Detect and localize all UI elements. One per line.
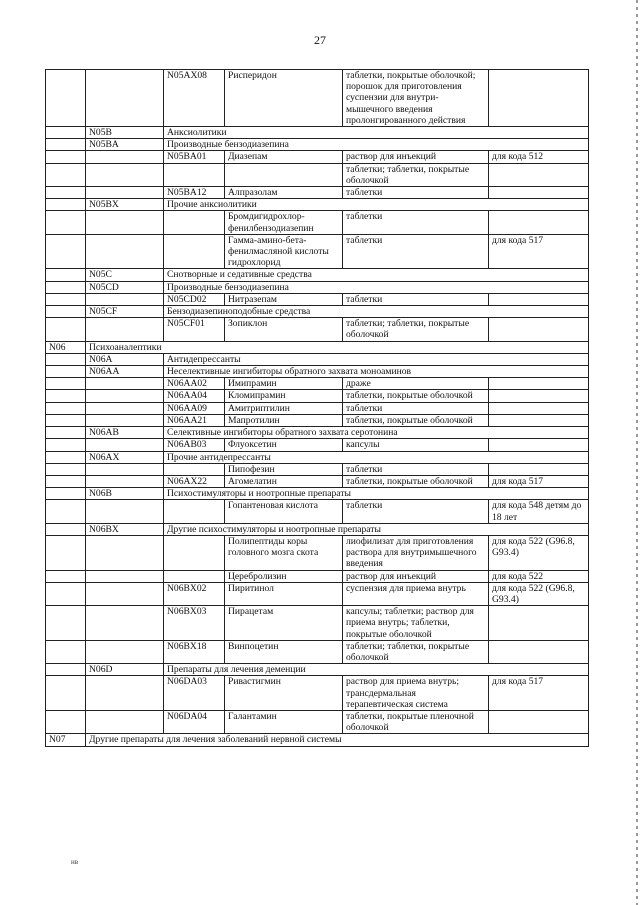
- dosage-form-cell: таблетки: [343, 211, 489, 234]
- atc-code-cell: [164, 163, 225, 186]
- table-row: [46, 676, 589, 711]
- atc-level1-cell: [46, 187, 86, 199]
- table-row: [46, 570, 589, 582]
- atc-code-cell: N06AX22: [164, 475, 225, 487]
- table-row: [46, 535, 589, 570]
- dosage-form-cell: капсулы: [343, 439, 489, 451]
- table-row: [46, 378, 589, 390]
- atc-level1-cell: [46, 570, 86, 582]
- atc-code-cell: N06AB03: [164, 439, 225, 451]
- note-cell: [489, 710, 589, 733]
- note-cell: [489, 414, 589, 426]
- atc-level1-cell: [46, 163, 86, 186]
- note-cell: для кода 522 (G96.8, G93.4): [489, 535, 589, 570]
- note-cell: [489, 211, 589, 234]
- atc-group-code-cell: [86, 582, 164, 605]
- table-row: [46, 306, 589, 318]
- drug-name-cell: Кломипрамин: [225, 390, 343, 402]
- dosage-form-cell: раствор для инъекций: [343, 151, 489, 163]
- atc-level1-cell: [46, 269, 86, 281]
- atc-group-title-cell: Анксиолитики: [164, 127, 589, 139]
- note-cell: [489, 463, 589, 475]
- dosage-form-cell: капсулы; таблетки; раствор для приема внутрь; таблетки, покрытые оболочкой: [343, 606, 489, 641]
- note-cell: для кода 517: [489, 234, 589, 269]
- atc-level1-cell: [46, 414, 86, 426]
- atc-group-code-cell: [86, 676, 164, 711]
- drug-name-cell: Агомелатин: [225, 475, 343, 487]
- table-row: [46, 606, 589, 641]
- atc-code-cell: N06AA09: [164, 402, 225, 414]
- drug-name-cell: Винпоцетин: [225, 640, 343, 663]
- dosage-form-cell: таблетки: [343, 293, 489, 305]
- drug-name-cell: Рисперидон: [225, 70, 343, 127]
- atc-group-title-cell: Производные бензодиазепина: [164, 139, 589, 151]
- note-cell: для кода 517: [489, 676, 589, 711]
- atc-code-cell: N05CD02: [164, 293, 225, 305]
- atc-code-cell: N06AA04: [164, 390, 225, 402]
- atc-level1-cell: N07: [46, 734, 86, 746]
- note-cell: [489, 187, 589, 199]
- atc-level1-cell: [46, 488, 86, 500]
- table-row: [46, 127, 589, 139]
- atc-group-code-cell: N06AX: [86, 451, 164, 463]
- note-cell: [489, 439, 589, 451]
- atc-level1-cell: [46, 234, 86, 269]
- atc-group-code-cell: N05CD: [86, 281, 164, 293]
- dosage-form-cell: таблетки, покрытые оболочкой: [343, 414, 489, 426]
- drug-name-cell: Пирацетам: [225, 606, 343, 641]
- note-cell: [489, 163, 589, 186]
- atc-group-code-cell: [86, 414, 164, 426]
- atc-code-cell: N06DA03: [164, 676, 225, 711]
- atc-level1-title-cell: Психоаналептики: [86, 341, 589, 353]
- table-row: [46, 414, 589, 426]
- dosage-form-cell: таблетки; таблетки, покрытые оболочкой: [343, 318, 489, 341]
- atc-group-code-cell: [86, 439, 164, 451]
- note-cell: [489, 606, 589, 641]
- table-row: [46, 353, 589, 365]
- drug-name-cell: Зопиклон: [225, 318, 343, 341]
- scan-edge-line: [636, 0, 638, 905]
- dosage-form-cell: таблетки; таблетки, покрытые оболочкой: [343, 640, 489, 663]
- atc-group-title-cell: Прочие антидепрессанты: [164, 451, 589, 463]
- dosage-form-cell: таблетки: [343, 402, 489, 414]
- drug-name-cell: [225, 163, 343, 186]
- atc-group-code-cell: [86, 463, 164, 475]
- atc-level1-cell: [46, 582, 86, 605]
- atc-level1-cell: [46, 676, 86, 711]
- atc-level1-cell: [46, 606, 86, 641]
- drug-table-body: [46, 70, 589, 747]
- table-row: [46, 463, 589, 475]
- atc-level1-cell: [46, 151, 86, 163]
- atc-level1-cell: [46, 640, 86, 663]
- atc-level1-cell: N06: [46, 341, 86, 353]
- drug-name-cell: Алпразолам: [225, 187, 343, 199]
- table-row: [46, 293, 589, 305]
- table-row: [46, 475, 589, 487]
- table-row: [46, 70, 589, 127]
- drug-name-cell: Нитразепам: [225, 293, 343, 305]
- dosage-form-cell: таблетки, покрытые оболочкой: [343, 390, 489, 402]
- atc-group-code-cell: N05BA: [86, 139, 164, 151]
- drug-name-cell: Бромдигидрохлор- фенилбензодиазепин: [225, 211, 343, 234]
- table-row: [46, 500, 589, 523]
- atc-group-title-cell: Препараты для лечения деменции: [164, 664, 589, 676]
- atc-group-code-cell: N05CF: [86, 306, 164, 318]
- table-row: [46, 710, 589, 733]
- table-row: [46, 664, 589, 676]
- dosage-form-cell: лиофилизат для приготовления раствора для внутримышечного введения: [343, 535, 489, 570]
- atc-level1-cell: [46, 402, 86, 414]
- atc-level1-cell: [46, 139, 86, 151]
- atc-group-title-cell: Бензодиазепиноподобные средства: [164, 306, 589, 318]
- table-row: [46, 151, 589, 163]
- drug-name-cell: Пипофезин: [225, 463, 343, 475]
- dosage-form-cell: таблетки, покрытые оболочкой: [343, 475, 489, 487]
- note-cell: [489, 293, 589, 305]
- dosage-form-cell: таблетки: [343, 463, 489, 475]
- table-row: [46, 366, 589, 378]
- dosage-form-cell: таблетки: [343, 500, 489, 523]
- table-row: [46, 488, 589, 500]
- atc-code-cell: [164, 211, 225, 234]
- table-row: [46, 211, 589, 234]
- table-row: [46, 390, 589, 402]
- note-cell: [489, 70, 589, 127]
- table-row: [46, 451, 589, 463]
- atc-group-code-cell: [86, 163, 164, 186]
- dosage-form-cell: суспензия для приема внутрь: [343, 582, 489, 605]
- drug-name-cell: Галантамин: [225, 710, 343, 733]
- drug-name-cell: Пиритинол: [225, 582, 343, 605]
- atc-code-cell: N05CF01: [164, 318, 225, 341]
- page-number: 27: [314, 33, 326, 47]
- note-cell: для кода 512: [489, 151, 589, 163]
- atc-level1-cell: [46, 475, 86, 487]
- atc-level1-cell: [46, 281, 86, 293]
- atc-level1-cell: [46, 500, 86, 523]
- table-row: [46, 582, 589, 605]
- atc-level1-cell: [46, 70, 86, 127]
- atc-level1-cell: [46, 390, 86, 402]
- note-cell: [489, 640, 589, 663]
- dosage-form-cell: таблетки, покрытые пленочной оболочкой: [343, 710, 489, 733]
- atc-level1-title-cell: Другие препараты для лечения заболеваний нервной системы: [86, 734, 589, 746]
- atc-code-cell: N05AX08: [164, 70, 225, 127]
- atc-group-title-cell: Прочие анксиолитики: [164, 199, 589, 211]
- atc-code-cell: N05BA12: [164, 187, 225, 199]
- dosage-form-cell: таблетки: [343, 234, 489, 269]
- atc-level1-cell: [46, 378, 86, 390]
- drug-name-cell: Церебролизин: [225, 570, 343, 582]
- note-cell: для кода 517: [489, 475, 589, 487]
- atc-group-code-cell: [86, 378, 164, 390]
- atc-group-title-cell: Другие психостимуляторы и ноотропные препараты: [164, 523, 589, 535]
- table-row: [46, 523, 589, 535]
- dosage-form-cell: драже: [343, 378, 489, 390]
- atc-code-cell: N06AA02: [164, 378, 225, 390]
- atc-group-code-cell: N06A: [86, 353, 164, 365]
- atc-group-title-cell: Селективные ингибиторы обратного захвата серотонина: [164, 427, 589, 439]
- note-cell: [489, 402, 589, 414]
- table-row: [46, 427, 589, 439]
- drug-name-cell: Амитриптилин: [225, 402, 343, 414]
- atc-code-cell: [164, 570, 225, 582]
- drug-table: [45, 69, 589, 747]
- table-row: [46, 269, 589, 281]
- drug-name-cell: Ривастигмин: [225, 676, 343, 711]
- atc-group-code-cell: [86, 211, 164, 234]
- atc-group-code-cell: [86, 293, 164, 305]
- atc-level1-cell: [46, 366, 86, 378]
- atc-group-code-cell: [86, 475, 164, 487]
- note-cell: [489, 378, 589, 390]
- atc-group-code-cell: [86, 710, 164, 733]
- atc-level1-cell: [46, 199, 86, 211]
- atc-level1-cell: [46, 463, 86, 475]
- table-row: [46, 199, 589, 211]
- atc-group-code-cell: [86, 70, 164, 127]
- atc-level1-cell: [46, 535, 86, 570]
- atc-group-code-cell: [86, 535, 164, 570]
- table-row: [46, 163, 589, 186]
- atc-code-cell: N06BX02: [164, 582, 225, 605]
- atc-group-code-cell: [86, 570, 164, 582]
- table-row: [46, 439, 589, 451]
- table-row: [46, 318, 589, 341]
- atc-code-cell: N06BX18: [164, 640, 225, 663]
- atc-group-code-cell: [86, 390, 164, 402]
- atc-group-code-cell: [86, 187, 164, 199]
- atc-code-cell: [164, 535, 225, 570]
- atc-level1-cell: [46, 211, 86, 234]
- note-cell: для кода 522 (G96.8, G93.4): [489, 582, 589, 605]
- table-row: [46, 139, 589, 151]
- dosage-form-cell: раствор для приема внутрь; трансдермальная терапевтическая система: [343, 676, 489, 711]
- atc-code-cell: N06BX03: [164, 606, 225, 641]
- note-cell: [489, 318, 589, 341]
- note-cell: [489, 390, 589, 402]
- atc-group-code-cell: N06AA: [86, 366, 164, 378]
- atc-level1-cell: [46, 523, 86, 535]
- drug-name-cell: Гамма-амино-бета- фенилмасляной кислоты гидрохлорид: [225, 234, 343, 269]
- atc-code-cell: [164, 463, 225, 475]
- drug-name-cell: Флуоксетин: [225, 439, 343, 451]
- atc-group-code-cell: [86, 318, 164, 341]
- dosage-form-cell: таблетки; таблетки, покрытые оболочкой: [343, 163, 489, 186]
- atc-group-code-cell: N05B: [86, 127, 164, 139]
- atc-group-code-cell: N06BX: [86, 523, 164, 535]
- note-cell: для кода 548 детям до 18 лет: [489, 500, 589, 523]
- atc-level1-cell: [46, 306, 86, 318]
- dosage-form-cell: раствор для инъекций: [343, 570, 489, 582]
- note-cell: для кода 522: [489, 570, 589, 582]
- atc-level1-cell: [46, 293, 86, 305]
- dosage-form-cell: таблетки: [343, 187, 489, 199]
- atc-group-title-cell: Производные бензодиазепина: [164, 281, 589, 293]
- atc-group-code-cell: [86, 640, 164, 663]
- atc-group-code-cell: N05BX: [86, 199, 164, 211]
- drug-name-cell: Имипрамин: [225, 378, 343, 390]
- atc-level1-cell: [46, 127, 86, 139]
- drug-name-cell: Полипептиды коры головного мозга скота: [225, 535, 343, 570]
- atc-code-cell: N05BA01: [164, 151, 225, 163]
- atc-level1-cell: [46, 318, 86, 341]
- atc-group-code-cell: N06AB: [86, 427, 164, 439]
- atc-level1-cell: [46, 439, 86, 451]
- atc-level1-cell: [46, 427, 86, 439]
- atc-group-code-cell: [86, 234, 164, 269]
- atc-group-code-cell: N06B: [86, 488, 164, 500]
- table-row: [46, 402, 589, 414]
- atc-group-title-cell: Психостимуляторы и ноотропные препараты: [164, 488, 589, 500]
- atc-code-cell: N06DA04: [164, 710, 225, 733]
- atc-level1-cell: [46, 664, 86, 676]
- table-row: [46, 341, 589, 353]
- atc-group-title-cell: Снотворные и седативные средства: [164, 269, 589, 281]
- drug-name-cell: Мапротилин: [225, 414, 343, 426]
- atc-code-cell: N06AA21: [164, 414, 225, 426]
- atc-group-code-cell: N05C: [86, 269, 164, 281]
- atc-group-code-cell: [86, 151, 164, 163]
- table-row: [46, 187, 589, 199]
- atc-group-code-cell: [86, 500, 164, 523]
- atc-code-cell: [164, 234, 225, 269]
- atc-level1-cell: [46, 451, 86, 463]
- atc-level1-cell: [46, 710, 86, 733]
- atc-group-title-cell: Неселективные ингибиторы обратного захвата моноаминов: [164, 366, 589, 378]
- drug-name-cell: Диазепам: [225, 151, 343, 163]
- atc-level1-cell: [46, 353, 86, 365]
- drug-name-cell: Гопантеновая кислота: [225, 500, 343, 523]
- atc-group-title-cell: Антидепрессанты: [164, 353, 589, 365]
- atc-group-code-cell: N06D: [86, 664, 164, 676]
- table-row: [46, 640, 589, 663]
- atc-group-code-cell: [86, 606, 164, 641]
- atc-group-code-cell: [86, 402, 164, 414]
- table-row: [46, 234, 589, 269]
- table-row: [46, 281, 589, 293]
- table-row: [46, 734, 589, 746]
- dosage-form-cell: таблетки, покрытые оболочкой; порошок для приготовления суспензии для внутри- мышечного введения пролонгированного действия: [343, 70, 489, 127]
- footer-mark: нв: [71, 858, 79, 866]
- atc-code-cell: [164, 500, 225, 523]
